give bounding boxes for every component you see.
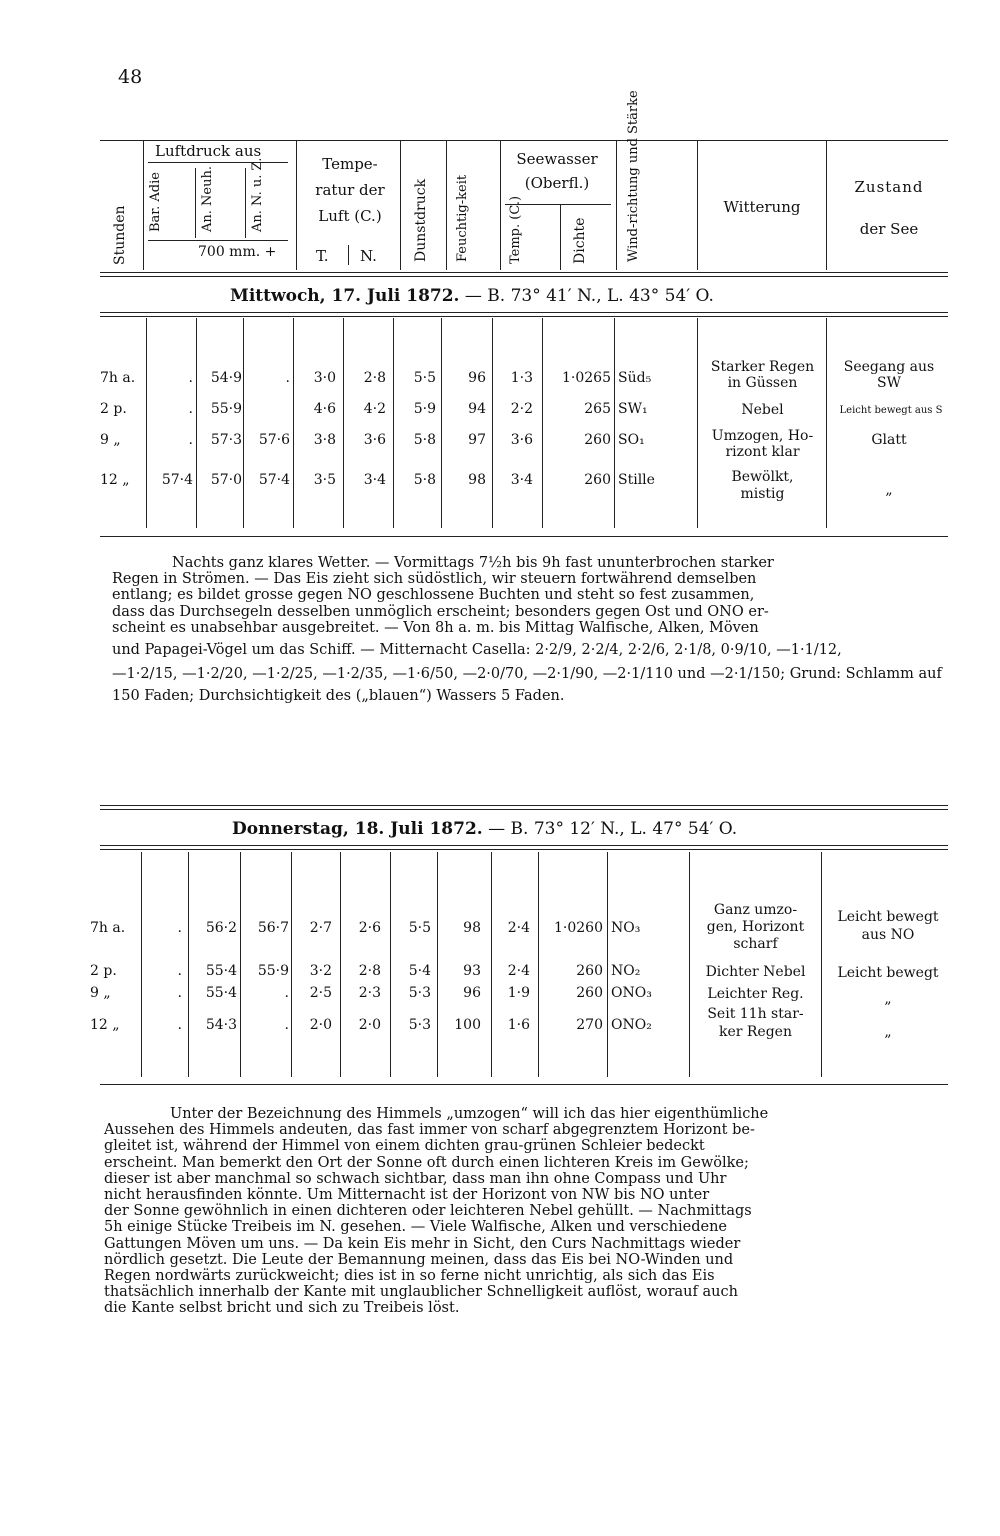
d2-text-11: thatsächlich innerhalb der Kante mit unglaublicher Schnelligkeit auflöst, worauf auch bbox=[104, 1284, 738, 1301]
day2-row-1-dunst: 5·4 bbox=[408, 963, 431, 979]
d2-wit-0: Ganz umzo- bbox=[713, 902, 798, 918]
day1-row-2-h: 9 „ bbox=[100, 432, 121, 448]
day2-row-3-nuz: . bbox=[284, 1017, 289, 1033]
day2-row-2-nuz: . bbox=[284, 985, 289, 1001]
d1-text-1: Regen in Strömen. — Das Eis zieht sich südöstlich, wir steuern fortwährend demselben bbox=[112, 571, 757, 588]
day1-row-1-N: 4·2 bbox=[363, 401, 386, 417]
d2-text-4: dieser ist aber manchmal so schwach sichtbar, dass man ihn ohne Compass und Uhr bbox=[104, 1170, 727, 1187]
day1-row-2-N: 3·6 bbox=[363, 432, 386, 448]
day1-row-3-nuz: 57·4 bbox=[258, 472, 290, 488]
header-an-nuz: An. N. u. Z. bbox=[250, 157, 265, 232]
header-witterung: Witterung bbox=[723, 198, 801, 216]
day1-row-3-N: 3·4 bbox=[363, 472, 386, 488]
day2-row-0-dunst: 5·5 bbox=[408, 920, 431, 936]
day1-row-0-wind: Süd₅ bbox=[618, 370, 652, 386]
day2-row-0-T: 2·7 bbox=[309, 920, 332, 936]
day1-row-0-T: 3·0 bbox=[313, 370, 336, 386]
day2-row-2-feucht: 96 bbox=[463, 985, 481, 1001]
day2-row-0-h: 7h a. bbox=[90, 920, 126, 936]
day2-row-1-neuh: 55·4 bbox=[205, 963, 237, 979]
day1-row-2-bar: . bbox=[188, 432, 193, 448]
day1-row-2-dunst: 5·8 bbox=[413, 432, 436, 448]
header-luftdruck: Luftdruck aus bbox=[155, 142, 262, 160]
day1-row-0-dunst: 5·5 bbox=[413, 370, 436, 386]
day1-row-0-bar: . bbox=[188, 370, 193, 386]
day1-row-1-h: 2 p. bbox=[100, 401, 127, 417]
day1-row-0-h: 7h a. bbox=[100, 370, 136, 386]
day2-row-2-bar: . bbox=[177, 985, 182, 1001]
d1-wit-2: Nebel bbox=[741, 402, 784, 418]
day2-row-1-N: 2·8 bbox=[358, 963, 381, 979]
day2-row-2-N: 2·3 bbox=[358, 985, 381, 1001]
header-dunstdruck: Dunstdruck bbox=[413, 178, 429, 262]
day1-title bbox=[230, 286, 714, 306]
d2-zus-1: aus NO bbox=[861, 927, 915, 943]
day1-text bbox=[112, 555, 944, 705]
d2-zus-0: Leicht bewegt bbox=[837, 909, 939, 925]
day2-row-2-tempc: 1·9 bbox=[507, 985, 530, 1001]
d1-zus-2: Leicht bewegt aus S bbox=[839, 405, 943, 416]
header-wind: Wind-richtung und Stärke bbox=[626, 90, 641, 262]
d1-zus-3: Glatt bbox=[871, 432, 907, 448]
day1-row-2-T: 3·8 bbox=[313, 432, 336, 448]
day1-row-2-neuh: 57·3 bbox=[210, 432, 242, 448]
header-seewasser-1: Seewasser bbox=[516, 150, 598, 168]
d1-wit-5: Bewölkt, bbox=[731, 469, 794, 485]
day1-row-0-N: 2·8 bbox=[363, 370, 386, 386]
day2-row-0-neuh: 56·2 bbox=[205, 920, 237, 936]
day1-row-1-tempc: 2·2 bbox=[510, 401, 533, 417]
day1-row-0-neuh: 54·9 bbox=[210, 370, 242, 386]
day1-row-3-bar: 57·4 bbox=[161, 472, 193, 488]
day2-row-1-h: 2 p. bbox=[90, 963, 117, 979]
day1-title-day: Mittwoch, 17. Juli 1872. bbox=[230, 286, 460, 306]
day2-title-day: Donnerstag, 18. Juli 1872. bbox=[232, 819, 483, 839]
day1-row-0-feucht: 96 bbox=[468, 370, 486, 386]
day2-title bbox=[232, 819, 737, 839]
d1-wit-0: Starker Regen bbox=[710, 359, 815, 375]
day2-row-1-wind: NO₂ bbox=[611, 963, 641, 979]
header-feuchtigkeit: Feuchtig-keit bbox=[455, 174, 470, 262]
header-temp-c: Temp. (C.) bbox=[508, 195, 523, 264]
d1-zus-0: Seegang aus bbox=[843, 359, 935, 375]
day1-row-3-feucht: 98 bbox=[468, 472, 486, 488]
d1-text-5: und Papagei-Vögel um das Schiff. — Mitternacht Casella: 2·2/9, 2·2/4, 2·2/6, 2·1/8, 0·9/10, —1·1/12, bbox=[112, 642, 842, 659]
page-number: 48 bbox=[118, 66, 143, 88]
d1-text-6: —1·2/15, —1·2/20, —1·2/25, —1·2/35, —1·6/50, —2·0/70, —2·1/90, —2·1/110 und —2·1/150; Grund: Schlamm auf bbox=[112, 666, 942, 683]
d2-wit-5: Seit 11h star- bbox=[707, 1006, 804, 1022]
day1-row-2-wind: SO₁ bbox=[618, 432, 645, 448]
day1-row-0-tempc: 1·3 bbox=[510, 370, 533, 386]
d1-wit-3: Umzogen, Ho- bbox=[711, 428, 814, 444]
day2-row-1-tempc: 2·4 bbox=[507, 963, 530, 979]
day1-row-2-dichte: 260 bbox=[584, 432, 611, 448]
d2-wit-1: gen, Horizont bbox=[706, 919, 805, 935]
d1-wit-6: mistig bbox=[740, 486, 785, 502]
d2-text-5: nicht herausfinden könnte. Um Mitternacht ist der Horizont von NW bis NO unter bbox=[104, 1187, 710, 1204]
header-zustand-1: Zustand bbox=[854, 178, 924, 196]
day2-row-2-dichte: 260 bbox=[576, 985, 603, 1001]
d2-wit-6: ker Regen bbox=[718, 1024, 792, 1040]
d2-text-1: Aussehen des Himmels andeuten, das fast immer von scharf abgegrenztem Horizont be- bbox=[104, 1122, 755, 1139]
d2-wit-2: scharf bbox=[733, 936, 778, 952]
d1-zus-4: „ bbox=[885, 482, 893, 498]
day1-row-3-dichte: 260 bbox=[584, 472, 611, 488]
d2-text-9: nördlich gesetzt. Die Leute der Bemannung meinen, dass das Eis bei NO-Winden und bbox=[104, 1251, 734, 1268]
day1-row-3-h: 12 „ bbox=[100, 472, 130, 488]
d2-zus-3: „ bbox=[884, 991, 892, 1007]
day2-text bbox=[104, 1106, 936, 1317]
header-n: N. bbox=[360, 247, 377, 265]
day1-row-1-dichte: 265 bbox=[584, 401, 611, 417]
day2-row-0-tempc: 2·4 bbox=[507, 920, 530, 936]
d2-text-12: die Kante selbst bricht und sich zu Treibeis löst. bbox=[104, 1300, 460, 1317]
d2-zus-2: Leicht bewegt bbox=[837, 965, 939, 981]
day2-row-1-dichte: 260 bbox=[576, 963, 603, 979]
header-stunden: Stunden bbox=[112, 205, 128, 265]
day2-row-0-nuz: 56·7 bbox=[257, 920, 289, 936]
header-t: T. bbox=[316, 247, 329, 265]
day1-row-1-neuh: 55·9 bbox=[210, 401, 242, 417]
d2-text-8: Gattungen Möven um uns. — Da kein Eis mehr in Sicht, den Curs Nachmittags wieder bbox=[104, 1235, 741, 1252]
day1-row-2-feucht: 97 bbox=[468, 432, 486, 448]
day2-row-1-nuz: 55·9 bbox=[257, 963, 289, 979]
day1-row-3-wind: Stille bbox=[618, 472, 655, 488]
header-zustand-2: der See bbox=[859, 220, 919, 238]
day1-row-0-nuz: . bbox=[285, 370, 290, 386]
d2-text-7: 5h einige Stücke Treibeis im N. gesehen. — Viele Walfische, Alken und verschiedene bbox=[104, 1219, 728, 1236]
day1-row-3-neuh: 57·0 bbox=[210, 472, 242, 488]
day1-row-3-dunst: 5·8 bbox=[413, 472, 436, 488]
day1-title-position: — B. 73° 41′ N., L. 43° 54′ O. bbox=[464, 286, 714, 306]
day2-row-3-bar: . bbox=[177, 1017, 182, 1033]
day2-row-0-feucht: 98 bbox=[463, 920, 481, 936]
day2-row-3-h: 12 „ bbox=[90, 1017, 120, 1033]
d2-zus-4: „ bbox=[884, 1024, 892, 1040]
day1-row-2-nuz: 57·6 bbox=[258, 432, 290, 448]
d1-text-7: 150 Faden; Durchsichtigkeit des („blauen“) Wassers 5 Faden. bbox=[112, 688, 565, 705]
day1-row-1-wind: SW₁ bbox=[618, 401, 648, 417]
d2-text-10: Regen nordwärts zurückweicht; dies ist in so ferne nicht unrichtig, als sich das Eis bbox=[104, 1268, 715, 1285]
d1-wit-1: in Güssen bbox=[727, 375, 798, 391]
d1-zus-1: SW bbox=[877, 375, 901, 391]
d2-text-6: der Sonne gewöhnlich in einen dichteren oder leichteren Nebel gehüllt. — Nachmittags bbox=[104, 1203, 752, 1220]
day2-row-2-h: 9 „ bbox=[90, 985, 111, 1001]
d2-text-0: Unter der Bezeichnung des Himmels „umzogen“ will ich das hier eigenthümliche bbox=[170, 1106, 769, 1122]
day1-row-3-T: 3·5 bbox=[313, 472, 336, 488]
d1-text-4: scheint es unabsehbar ausgebreitet. — Von 8h a. m. bis Mittag Walfische, Alken, Möven bbox=[112, 619, 759, 636]
d2-wit-3: Dichter Nebel bbox=[705, 964, 806, 980]
header-unit-700: 700 mm. + bbox=[198, 244, 277, 260]
day2-row-2-T: 2·5 bbox=[309, 985, 332, 1001]
header-an-neuh: An. Neuh. bbox=[200, 166, 215, 232]
day2-row-0-dichte: 1·0260 bbox=[554, 920, 603, 936]
day2-title-position: — B. 73° 12′ N., L. 47° 54′ O. bbox=[488, 819, 738, 839]
day1-row-1-feucht: 94 bbox=[468, 401, 486, 417]
day2-row-2-dunst: 5·3 bbox=[408, 985, 431, 1001]
d1-text-0: Nachts ganz klares Wetter. — Vormittags 7½h bis 9h fast ununterbrochen starker bbox=[172, 555, 774, 571]
d1-text-3: dass das Durchsegeln desselben unmöglich erscheint; besonders gegen Ost und ONO er- bbox=[112, 603, 769, 620]
day2-row-3-feucht: 100 bbox=[454, 1017, 481, 1033]
day2-row-1-bar: . bbox=[177, 963, 182, 979]
d1-wit-4: rizont klar bbox=[725, 444, 800, 460]
day1-row-0-dichte: 1·0265 bbox=[562, 370, 611, 386]
day1-row-1-T: 4·6 bbox=[313, 401, 336, 417]
header-temperatur-2: ratur der bbox=[315, 181, 385, 199]
day2-row-3-wind: ONO₂ bbox=[611, 1017, 652, 1033]
day2-row-2-neuh: 55·4 bbox=[205, 985, 237, 1001]
day2-row-3-tempc: 1·6 bbox=[507, 1017, 530, 1033]
day2-row-3-dichte: 270 bbox=[576, 1017, 603, 1033]
d2-text-2: gleitet ist, während der Himmel von einem dichten grau-grünen Schleier bedeckt bbox=[104, 1138, 705, 1155]
header-dichte: Dichte bbox=[572, 217, 588, 264]
day2-row-0-wind: NO₃ bbox=[611, 920, 641, 936]
day2-row-1-feucht: 93 bbox=[463, 963, 481, 979]
header-temperatur-1: Tempe- bbox=[322, 155, 378, 173]
day2-row-3-T: 2·0 bbox=[309, 1017, 332, 1033]
header-bar-adie: Bar. Adie bbox=[148, 172, 163, 232]
day2-row-3-N: 2·0 bbox=[358, 1017, 381, 1033]
day2-row-2-wind: ONO₃ bbox=[611, 985, 652, 1001]
day1-row-1-bar: . bbox=[188, 401, 193, 417]
day1-row-2-tempc: 3·6 bbox=[510, 432, 533, 448]
day2-row-1-T: 3·2 bbox=[309, 963, 332, 979]
d2-text-3: erscheint. Man bemerkt den Ort der Sonne oft durch einen lichteren Kreis im Gewölke; bbox=[104, 1154, 749, 1171]
day2-row-3-dunst: 5·3 bbox=[408, 1017, 431, 1033]
day1-row-1-dunst: 5·9 bbox=[413, 401, 436, 417]
header-temperatur-3: Luft (C.) bbox=[318, 207, 382, 225]
day2-row-0-N: 2·6 bbox=[358, 920, 381, 936]
d1-text-2: entlang; es bildet grosse gegen NO geschlossene Buchten und steht so fest zusammen, bbox=[112, 587, 755, 604]
day1-row-3-tempc: 3·4 bbox=[510, 472, 533, 488]
day2-row-3-neuh: 54·3 bbox=[205, 1017, 237, 1033]
d2-wit-4: Leichter Reg. bbox=[707, 986, 804, 1002]
header-seewasser-2: (Oberfl.) bbox=[524, 174, 590, 192]
day2-row-0-bar: . bbox=[177, 920, 182, 936]
